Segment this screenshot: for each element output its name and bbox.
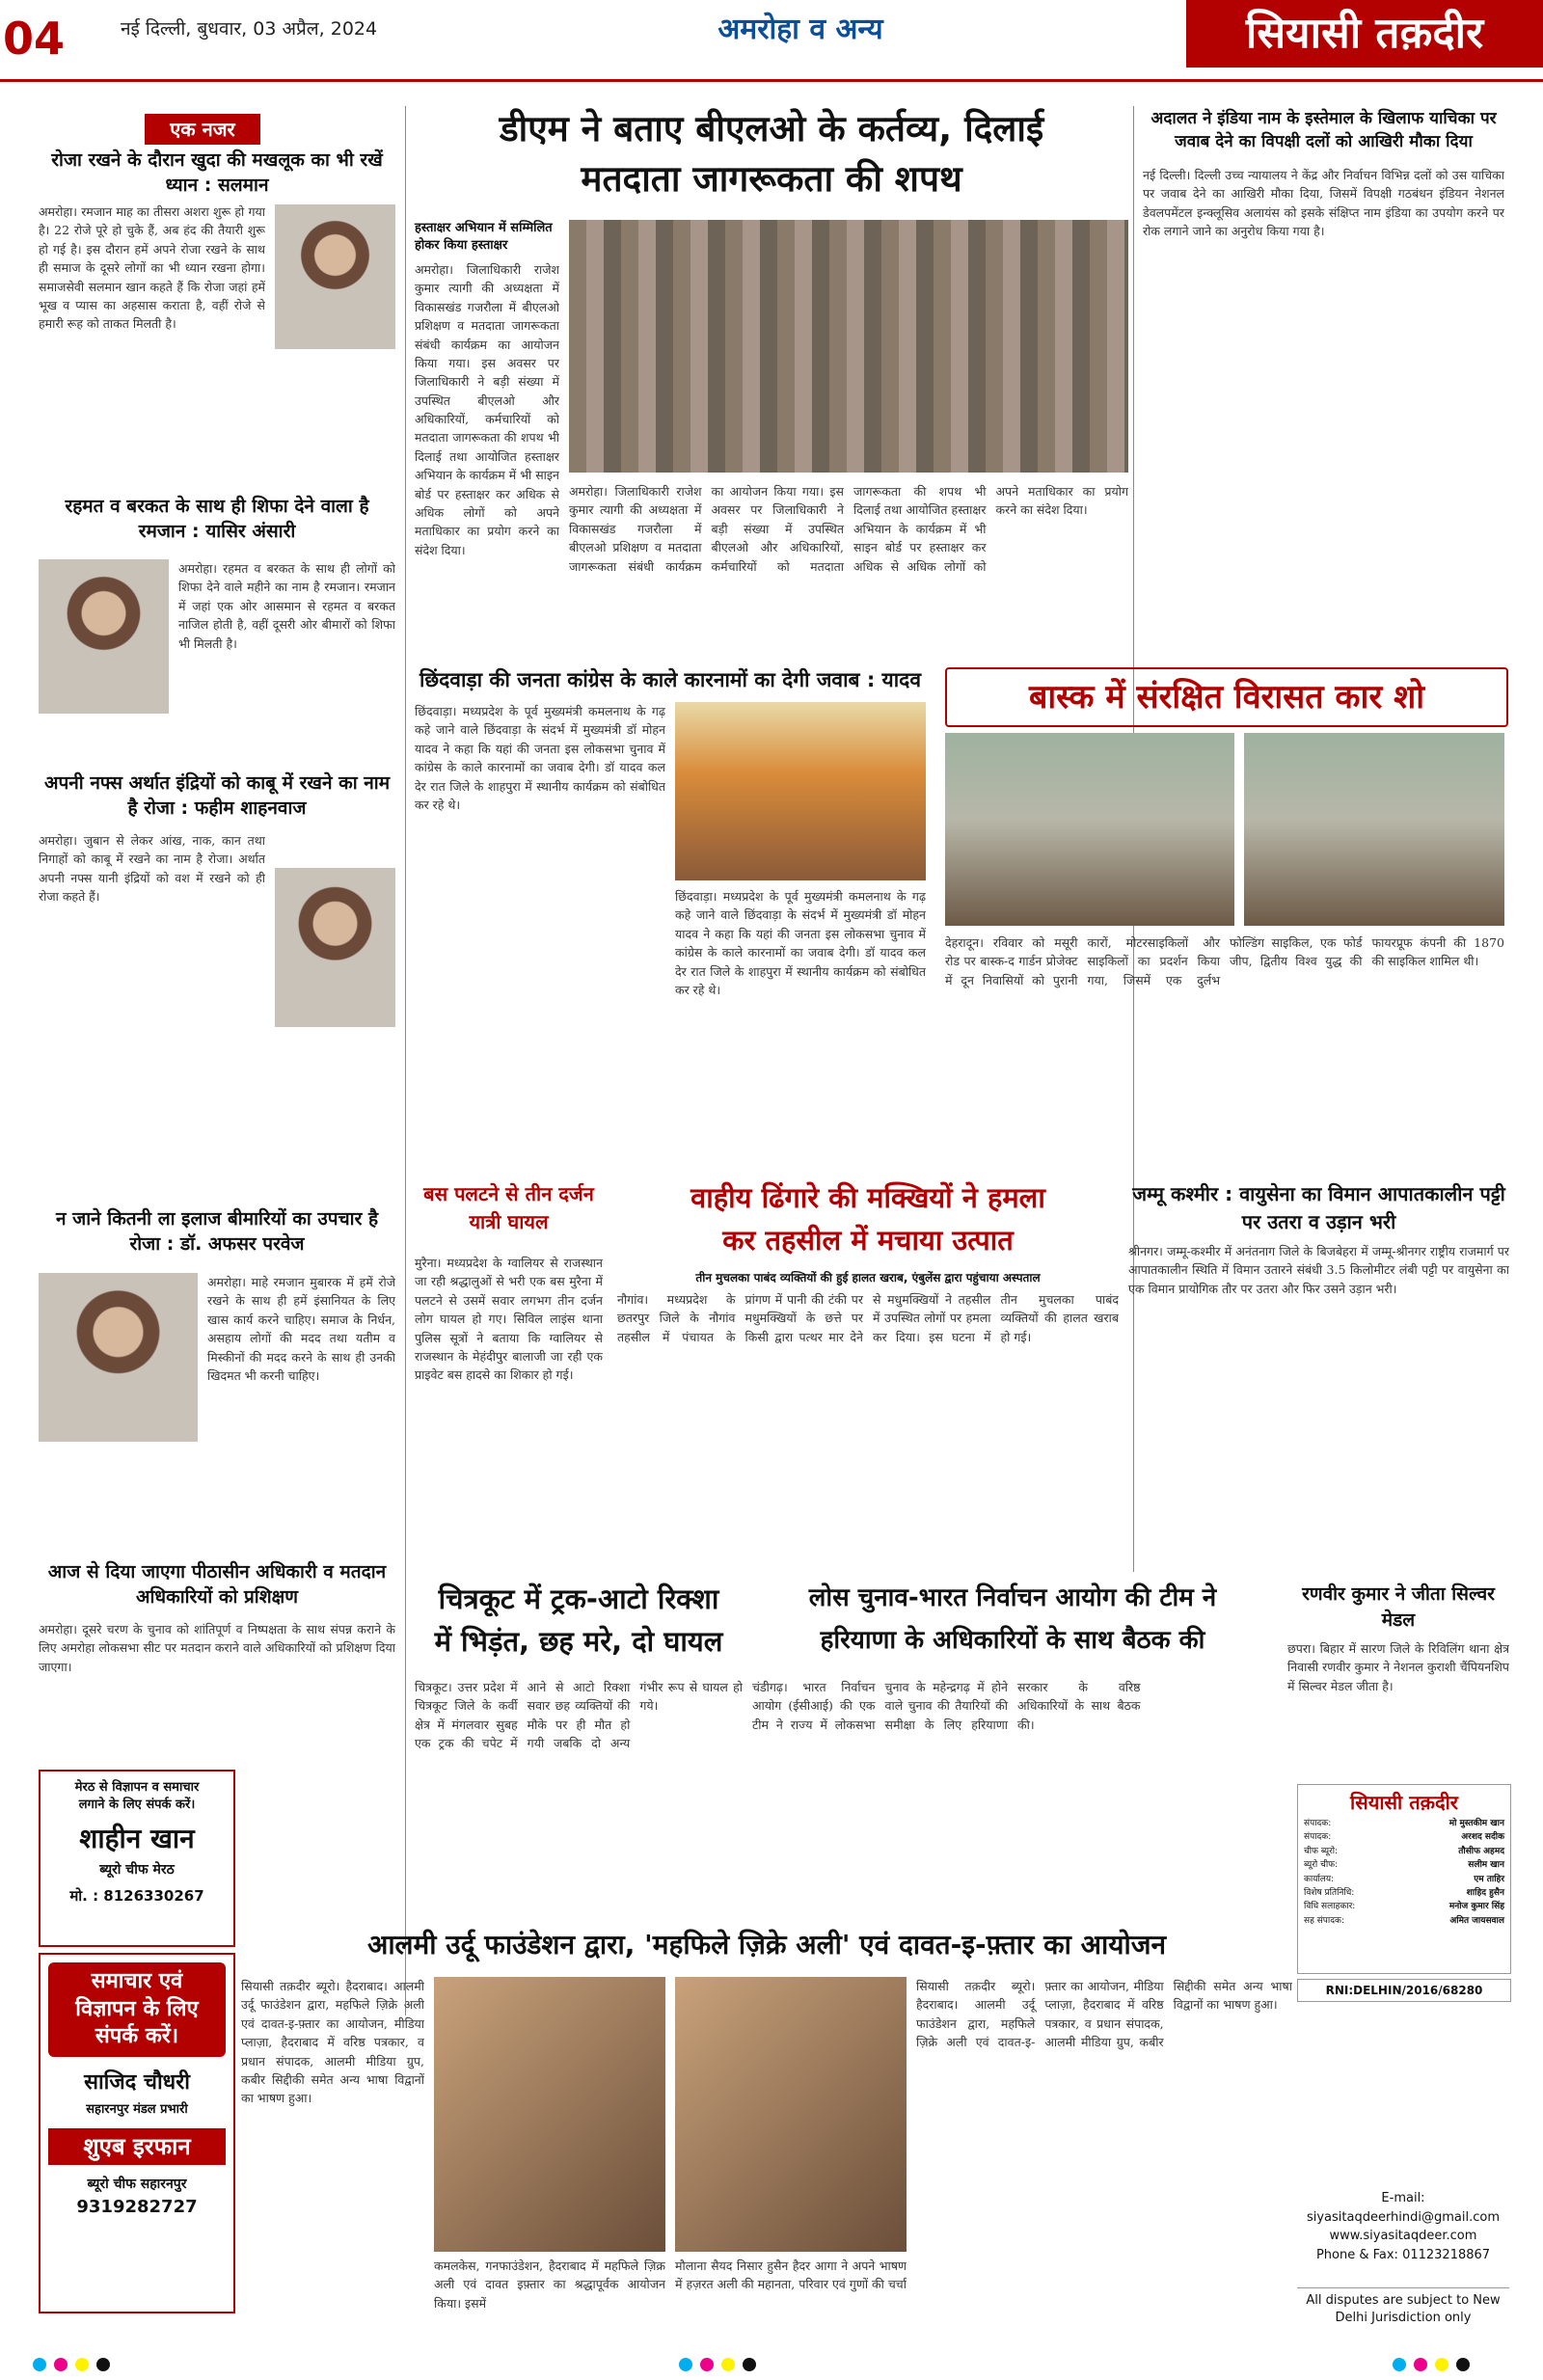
urdu-body-cont: सियासी तक़दीर ब्यूरो। हैदराबाद। आलमी उर्दू फाउंडेशन द्वारा, महफिले ज़िक्रे अली एवं दावत-इ-फ़्तार का आयोजन, मीडिया प्लाज़ा, हैदराबाद में वरिष्ठ पत्रकार, व प्रधान संपादक, आलमी मीडिया ग्रुप, कबीर सिद्दीकी समेत अन्य भाषा विद्वानों का भाषण हुआ। bbox=[916, 1979, 1292, 2050]
story-2-title: रहमत व बरकत के साथ ही शिफा देने वाला है रमजान : यासिर अंसारी bbox=[65, 496, 369, 542]
imprint-person: मो मुस्तकीम खान bbox=[1448, 1819, 1504, 1828]
iaf-body: श्रीनगर। जम्मू-कश्मीर में अनंतनाग जिले के बिजबेहरा में जम्मू-श्रीनगर राष्ट्रीय राजमार्ग पर आपातकालीन स्थिति में विमान उतारने संबंधी 3.5 किलोमीटर लंबी पट्टी पर वायुसेना का एक विमान प्रायोगिक तौर पर उतरा और फिर उसने उड़ान भरी। bbox=[1128, 1244, 1509, 1296]
imprint-person: अमित जायसवाल bbox=[1449, 1915, 1504, 1926]
imprint-role: सह संपादक: bbox=[1304, 1915, 1344, 1926]
portrait-salman bbox=[275, 204, 395, 349]
yellow-dot bbox=[721, 2358, 735, 2371]
email-label: E-mail: bbox=[1381, 2191, 1425, 2205]
eci-title-line-1: लोस चुनाव-भारत निर्वाचन आयोग की टीम ने bbox=[808, 1583, 1217, 1612]
car-title-box bbox=[945, 667, 1508, 727]
ad-saharanpur bbox=[39, 1953, 235, 2313]
ad-meerut-role: ब्यूरो चीफ मेरठ bbox=[99, 1862, 175, 1878]
imprint-role: संपादक: bbox=[1304, 1819, 1332, 1828]
color-dots-center bbox=[675, 2353, 760, 2380]
imprint-row bbox=[1304, 1817, 1504, 1830]
ad-meerut-line-2: लगाने के लिए संपर्क करें। bbox=[78, 1798, 196, 1812]
ad-meerut-line-1: मेरठ से विज्ञापन व समाचार bbox=[74, 1780, 200, 1795]
imprint-box bbox=[1297, 1784, 1511, 1974]
story-5-body: अमरोहा। दूसरे चरण के चुनाव को शांतिपूर्ण व निष्पक्षता के साथ संपन्न कराने के लिए अमरोहा लोकसभा सीट पर मतदान कराने वाले अधिकारियों को प्रशिक्षण दिया जाएगा। bbox=[39, 1622, 395, 1674]
bus-body: मुरैना। मध्यप्रदेश के ग्वालियर से राजस्थान जा रही श्रद्धालुओं से भरी एक बस मुरैना में पलटने से उसमें सवार लगभग तीन दर्जन लोग घायल हो गए। सिविल लाइंस थाना पुलिस सूत्रों ने बताया कि ग्वालियर से राजस्थान के मेहंदीपुर बालाजी जा रही एक प्राइवेट बस हादसे का शिकार हो गई। bbox=[415, 1256, 603, 1383]
cyan-dot bbox=[679, 2358, 692, 2371]
story-3-body: अमरोहा। जुबान से लेकर आंख, नाक, कान तथा निगाहों को काबू में रखने का नाम है रोजा। अर्थात अपनी नफ्स यानी इंद्रियों को वश में रखने को ही रोजा कहते हैं। bbox=[39, 833, 265, 905]
black-dot bbox=[96, 2358, 110, 2371]
ad-saharanpur-line-2: विज्ञापन के लिए bbox=[75, 1996, 199, 2021]
truck-title-line-1: चित्रकूट में ट्रक-आटो रिक्शा bbox=[438, 1582, 719, 1615]
jurisdiction-note: All disputes are subject to New Delhi Jurisdiction only bbox=[1297, 2287, 1509, 2327]
car-body: देहरादून। रविवार को मसूरी रोड पर बास्क-द गार्डन प्रोजेक्ट में दून निवासियों को पुरानी कारों, मोटरसाइकिलों और साइकिलों का प्रदर्शन किया गया, जिसमें एक दुर्लभ फोल्डिंग साइकिल, एक फोर्ड जीप, द्वितीय विश्व युद्ध की फायरप्रूफ कंपनी की 1870 की साइकिल शामिल थी। bbox=[945, 935, 1504, 987]
bees-subhead: तीन मुचलका पाबंद व्यक्तियों की हुई हालत खराब, एंबुलेंस द्वारा पहुंचाया अस्पताल bbox=[695, 1271, 1041, 1285]
ad-meerut-phone: मो. : 8126330267 bbox=[69, 1887, 204, 1905]
portrait-faheem bbox=[275, 868, 395, 1027]
truck-title-line-2: में भिड़ंत, छह मरे, दो घायल bbox=[434, 1625, 723, 1658]
portrait-yasir bbox=[39, 559, 169, 714]
website-link[interactable]: www.siyasitaqdeer.com bbox=[1329, 2229, 1477, 2243]
bees-title-line-1: वाहीय ढिंगारे की मक्खियों ने हमला bbox=[690, 1181, 1045, 1214]
urdu-title: आलमी उर्दू फाउंडेशन द्वारा, 'महफिले ज़िक्रे अली' एवं दावत-इ-फ़्तार का आयोजन bbox=[366, 1929, 1167, 1961]
ad-shoaib-role: ब्यूरो चीफ सहारनपुर bbox=[87, 2176, 187, 2192]
ek-nazar-tag: एक नजर bbox=[145, 114, 260, 145]
lead-title-line-2: मतदाता जागरूकता की शपथ bbox=[581, 158, 962, 200]
magenta-dot bbox=[54, 2358, 68, 2371]
magenta-dot bbox=[700, 2358, 714, 2371]
ad-shoaib-phone: 9319282727 bbox=[76, 2196, 198, 2217]
imprint-role: कार्यालय: bbox=[1304, 1874, 1335, 1884]
ranveer-body: छपरा। बिहार में सारण जिले के रिविलिंग थाना क्षेत्र निवासी रणवीर कुमार ने नेशनल कुराशी चैंपियनशिप में सिल्वर मेडल जीता है। bbox=[1287, 1641, 1509, 1693]
iaf-title: जम्मू कश्मीर : वायुसेना का विमान आपातकालीन पट्टी पर उतरा व उड़ान भरी bbox=[1132, 1182, 1505, 1233]
congress-body-cont: छिंदवाड़ा। मध्यप्रदेश के पूर्व मुख्यमंत्री कमलनाथ के गढ़ कहे जाने वाले छिंदवाड़ा के संदर्भ में मुख्यमंत्री डॉ मोहन यादव ने कहा कि यहां की जनता इस लोकसभा चुनाव में कांग्रेस के काले कारनामों का जवाब देगी। डॉ यादव कल देर रात जिले के शाहपुरा में स्थानीय कार्यक्रम को संबोधित कर रहे थे। bbox=[675, 889, 926, 997]
imprint-person: शाहिद हुसैन bbox=[1466, 1887, 1504, 1898]
eci-body: चंडीगढ़। भारत निर्वाचन आयोग (ईसीआई) की एक टीम ने राज्य में लोकसभा चुनाव के महेन्द्रगढ़ में होने वाले चुनाव की तैयारियों की समीक्षा के लिए हरियाणा सरकार के वरिष्ठ अधिकारियों के साथ बैठक की। bbox=[752, 1680, 1141, 1732]
dateline: नई दिल्ली, बुधवार, 03 अप्रैल, 2024 bbox=[121, 18, 378, 40]
imprint-person: सलीम खान bbox=[1468, 1860, 1504, 1871]
ad-saharanpur-contact bbox=[48, 1962, 226, 2057]
bees-body: नौगांव। मध्यप्रदेश के छतरपुर जिले के नौगांव तहसील में पंचायत के प्रांगण में पानी की टंकी पर मधुमक्खियों के छत्ते पर किसी द्वारा पत्थर मार देने से मधुमक्खियों ने तहसील में उपस्थित लोगों पर हमला कर दिया। इस घटना में तीन मुचलका पाबंद व्यक्तियों की हालत खराब हो गई। bbox=[617, 1292, 1119, 1344]
imprint-brand: सियासी तक़दीर bbox=[1350, 1791, 1458, 1814]
black-dot bbox=[1456, 2358, 1470, 2371]
imprint-row bbox=[1304, 1914, 1504, 1928]
ad-meerut-name: शाहीन खान bbox=[79, 1823, 195, 1854]
bus-title: बस पलटने से तीन दर्जन यात्री घायल bbox=[423, 1182, 594, 1233]
black-dot bbox=[743, 2358, 756, 2371]
story-4-body: अमरोहा। माहे रमजान मुबारक में हमें रोजे रखने के साथ ही हमें इंसानियत के लिए खास कार्य करने चाहिए। समाज के निर्धन, असहाय लोगों की मदद तथा यतीम व मिस्कीनों की मदद करने के साथ ही उनकी खिदमत भी करनी चाहिए। bbox=[207, 1275, 395, 1383]
cyan-dot bbox=[1393, 2358, 1406, 2371]
phone-fax: Phone & Fax: 01123218867 bbox=[1315, 2247, 1491, 2262]
color-dots-right bbox=[1389, 2353, 1474, 2380]
lead-photo bbox=[569, 220, 1128, 473]
imprint-role: विशेष प्रतिनिधि: bbox=[1304, 1887, 1355, 1898]
imprint-person: तौसीफ अहमद bbox=[1458, 1846, 1504, 1856]
story-1-title: रोजा रखने के दौरान खुदा की मखलूक का भी रखें ध्यान : सलमान bbox=[51, 149, 383, 196]
lead-subhead: हस्ताक्षर अभियान में सम्मिलित होकर किया हस्ताक्षर bbox=[415, 221, 553, 253]
color-dots-left bbox=[29, 2353, 114, 2380]
imprint-person: एम ताहिर bbox=[1474, 1874, 1504, 1884]
contact-block bbox=[1297, 2189, 1509, 2264]
ad-saharanpur-name: साजिद चौधरी bbox=[84, 2069, 190, 2095]
story-5-title: आज से दिया जाएगा पीठासीन अधिकारी व मतदान अधिकारियों को प्रशिक्षण bbox=[47, 1561, 387, 1608]
congress-photo bbox=[675, 702, 926, 880]
lead-body: अमरोहा। जिलाधिकारी राजेश कुमार त्यागी की अध्यक्षता में विकासखंड गजरौला में बीएलओ प्रशिक्षण व मतदाता जागरूकता संबंधी कार्यक्रम का आयोजन किया गया। इस अवसर पर जिलाधिकारी ने बड़ी संख्या में उपस्थित बीएलओ और अधिकारियों, कर्मचारियों को मतदाता जागरूकता की शपथ भी दिलाई तथा आयोजित हस्ताक्षर अभियान के कार्यक्रम में भी साइन बोर्ड पर हस्ताक्षर कर अधिक से अधिक लोगों को अपने मताधिकार का प्रयोग करने का संदेश दिया। bbox=[415, 262, 559, 557]
imprint-role: संपादक: bbox=[1304, 1832, 1332, 1843]
imprint-row bbox=[1304, 1873, 1504, 1886]
page-number: 04 bbox=[0, 0, 68, 77]
truck-body: चित्रकूट। उत्तर प्रदेश में चित्रकूट जिले के कर्वी क्षेत्र में मंगलवार सुबह एक ट्रक की चपेट में आने से आटो रिक्शा सवार छह व्यक्तियों की मौके पर ही मौत हो गयी जबकि दो अन्य गंभीर रूप से घायल हो गये। bbox=[415, 1680, 743, 1751]
imprint-row bbox=[1304, 1886, 1504, 1900]
email-address[interactable]: siyasitaqdeerhindi@gmail.com bbox=[1306, 2209, 1501, 2225]
ranveer-title: रणवीर कुमार ने जीता सिल्वर मेडल bbox=[1302, 1583, 1495, 1631]
ad-meerut bbox=[39, 1770, 235, 1947]
column-divider bbox=[405, 106, 406, 2015]
urdu-body: सियासी तक़दीर ब्यूरो। हैदराबाद। आलमी उर्दू फाउंडेशन द्वारा, महफिले ज़िक्रे अली एवं दावत-इ-फ़्तार का आयोजन, मीडिया प्लाज़ा, हैदराबाद में वरिष्ठ पत्रकार, व प्रधान संपादक, आलमी मीडिया ग्रुप, कबीर सिद्दीकी समेत अन्य भाषा विद्वानों का भाषण हुआ। bbox=[241, 1979, 424, 2106]
india-body: नई दिल्ली। दिल्ली उच्च न्यायालय ने केंद्र और निर्वाचन विभिन्न दलों को उस याचिका पर जवाब देने का आखिरी मौका दिया, जिसमें विपक्षी गठबंधन इंडियन नेशनल डेवलपमेंटल इन्क्लूसिव अलायंस को इसके संक्षिप्त नाम इंडिया का उपयोग करने पर रोक लगाने जाने का अनुरोध किया गया है। bbox=[1143, 168, 1504, 239]
urdu-caption-2: मौलाना सैयद निसार हुसैन हैदर आगा ने अपने भाषण में हज़रत अली की महानता, परिवार एवं गुणों की चर्चा bbox=[675, 2258, 907, 2292]
eci-title-line-2: हरियाणा के अधिकारियों के साथ बैठक की bbox=[820, 1626, 1205, 1655]
story-2-body: अमरोहा। रहमत व बरकत के साथ ही लोगों को शिफा देने वाले महीने का नाम है रमजान। रमजान में जहां एक ओर आसमान से रहमत व बरकत नाजिल होती है, वहीं दूसरी ओर बीमारों को शिफा भी मिलती है। bbox=[178, 561, 395, 651]
imprint-row bbox=[1304, 1845, 1504, 1858]
yellow-dot bbox=[1435, 2358, 1448, 2371]
ad-shoaib-name: शुएब इरफान bbox=[48, 2128, 226, 2165]
story-4-title: न जाने कितनी ला इलाज बीमारियों का उपचार है रोजा : डॉ. अफसर परवेज bbox=[55, 1208, 379, 1255]
rni-number: RNI:DELHIN/2016/68280 bbox=[1297, 1979, 1511, 2002]
lead-body-cont: अमरोहा। जिलाधिकारी राजेश कुमार त्यागी की अध्यक्षता में विकासखंड गजरौला में बीएलओ प्रशिक्षण व मतदाता जागरूकता संबंधी कार्यक्रम का आयोजन किया गया। इस अवसर पर जिलाधिकारी ने बड़ी संख्या में उपस्थित बीएलओ और अधिकारियों, कर्मचारियों को मतदाता जागरूकता की शपथ भी दिलाई तथा आयोजित हस्ताक्षर अभियान के कार्यक्रम में भी साइन बोर्ड पर हस्ताक्षर कर अधिक से अधिक लोगों को अपने मताधिकार का प्रयोग करने का संदेश दिया। bbox=[569, 484, 1128, 574]
portrait-afsar bbox=[39, 1273, 198, 1442]
imprint-row bbox=[1304, 1900, 1504, 1913]
imprint-row bbox=[1304, 1830, 1504, 1844]
magenta-dot bbox=[1414, 2358, 1427, 2371]
car-photo-2 bbox=[1244, 733, 1504, 926]
cyan-dot bbox=[33, 2358, 46, 2371]
car-photo-1 bbox=[945, 733, 1234, 926]
urdu-photo-1 bbox=[434, 1977, 665, 2252]
congress-title: छिंदवाड़ा की जनता कांग्रेस के काले कारनामों का देगी जवाब : यादव bbox=[419, 668, 922, 691]
brand-logo: सियासी तक़दीर bbox=[1186, 0, 1543, 68]
footer-color-marks bbox=[0, 2353, 1543, 2377]
congress-body: छिंदवाड़ा। मध्यप्रदेश के पूर्व मुख्यमंत्री कमलनाथ के गढ़ कहे जाने वाले छिंदवाड़ा के संदर्भ में मुख्यमंत्री डॉ मोहन यादव ने कहा कि यहां की जनता इस लोकसभा चुनाव में कांग्रेस के काले कारनामों का जवाब देगी। डॉ यादव कल देर रात जिले के शाहपुरा में स्थानीय कार्यक्रम को संबोधित कर रहे थे। bbox=[415, 704, 665, 812]
story-3-title: अपनी नफ्स अर्थात इंद्रियों को काबू में रखने का नाम है रोजा : फहीम शाहनवाज bbox=[43, 772, 391, 819]
yellow-dot bbox=[75, 2358, 89, 2371]
masthead bbox=[0, 0, 1543, 82]
imprint-role: ब्यूरो चीफ: bbox=[1304, 1860, 1339, 1871]
imprint-person: अरशद सदीक bbox=[1461, 1832, 1504, 1843]
india-title: अदालत ने इंडिया नाम के इस्तेमाल के खिलाफ याचिका पर जवाब देने का विपक्षी दलों को आखिरी मौका दिया bbox=[1150, 109, 1497, 151]
lead-title-line-1: डीएम ने बताए बीएलओ के कर्तव्य, दिलाई bbox=[499, 108, 1044, 149]
ad-saharanpur-line-3: संपर्क करें। bbox=[95, 2024, 179, 2049]
ad-saharanpur-line-1: समाचार एवं bbox=[91, 1969, 183, 1993]
imprint-person: मनोज कुमार सिंह bbox=[1448, 1902, 1504, 1912]
imprint-row bbox=[1304, 1858, 1504, 1872]
ad-saharanpur-role: सहारनपुर मंडल प्रभारी bbox=[86, 2101, 188, 2117]
imprint-role: चीफ ब्यूरो: bbox=[1304, 1846, 1339, 1856]
bees-title-line-2: कर तहसील में मचाया उत्पात bbox=[722, 1224, 1014, 1257]
urdu-photo-2 bbox=[675, 1977, 907, 2252]
imprint-rows bbox=[1298, 1815, 1510, 1930]
imprint-role: विधि सलाहकार: bbox=[1304, 1902, 1356, 1912]
section-title: अमरोहा व अन्य bbox=[717, 13, 883, 46]
car-title: बास्क में संरक्षित विरासत कार शो bbox=[1028, 678, 1425, 717]
story-1-body: अमरोहा। रमजान माह का तीसरा अशरा शुरू हो गया है। 22 रोजे पूरे हो चुके हैं, अब हंद की तैयारी शुरू हो गई है। इस दौरान हमें अपने रोजा रखने के साथ ही समाज के दूसरे लोगों का भी ध्यान रखना होगा। समाजसेवी सलमान खान कहते हैं कि रोजा जहां हमें भूख व प्यास का अहसास कराता है, वहीं रोजे से हमारी रूह को ताकत मिलती है। bbox=[39, 204, 265, 332]
urdu-caption-1: कमलकेस, गनफाउंडेशन, हैदराबाद में महफिले ज़िक्र अली एवं दावत इफ़्तार का श्रद्धापूर्वक आयोजन किया। इसमें bbox=[434, 2258, 665, 2311]
